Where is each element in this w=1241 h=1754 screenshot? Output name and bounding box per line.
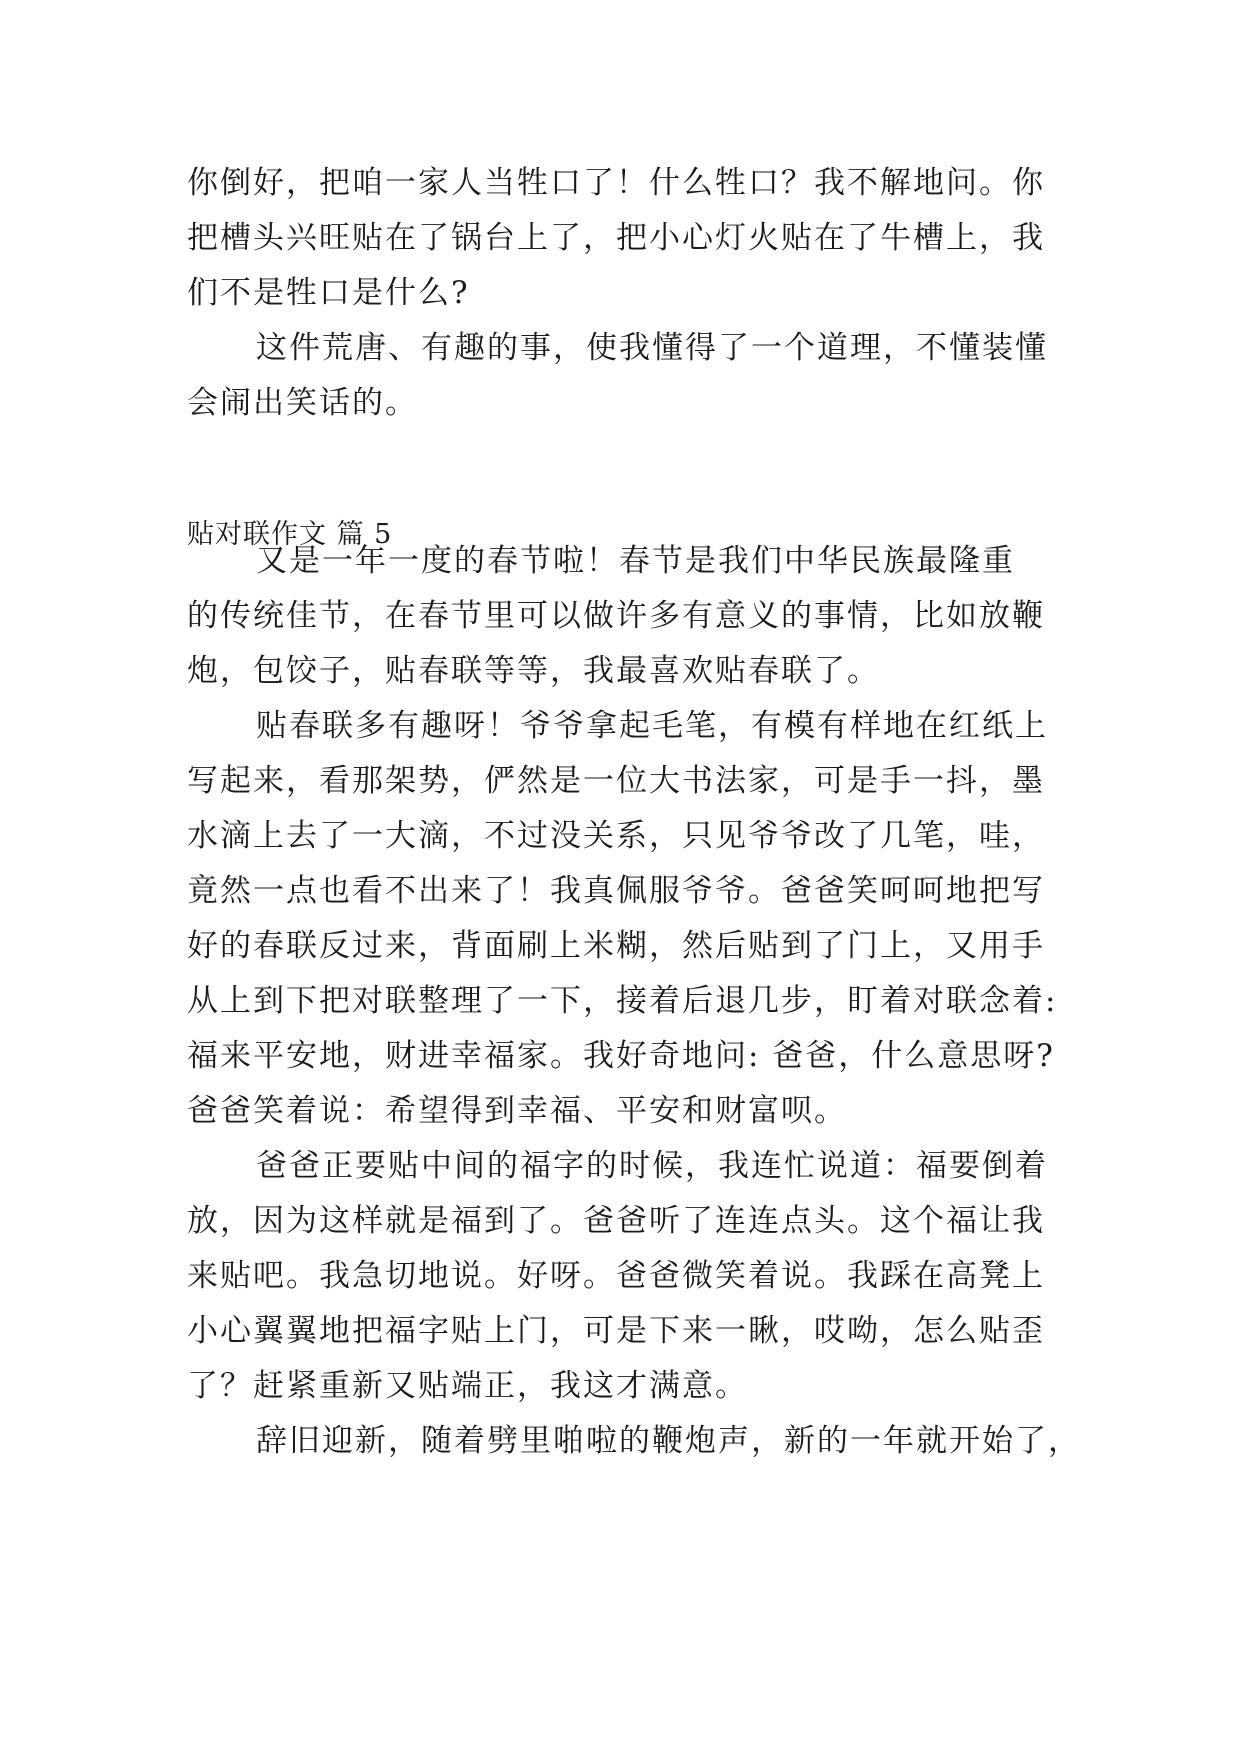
text-line: 爸爸正要贴中间的福字的时候，我连忙说道：福要倒着	[256, 1148, 1048, 1184]
text-line: 福来平安地，财进幸福家。我好奇地问: 爸爸，什么意思呀?	[187, 1038, 1055, 1074]
text-line: 这件荒唐、有趣的事，使我懂得了一个道理，不懂装懂	[256, 330, 1048, 366]
text-line: 辞旧迎新，随着劈里啪啦的鞭炮声，新的一年就开始了，	[256, 1423, 1081, 1459]
text-line: 又是一年一度的春节啦！春节是我们中华民族最隆重	[256, 543, 1015, 579]
text-line: 竟然一点也看不出来了！我真佩服爷爷。爸爸笑呵呵地把写	[187, 873, 1045, 909]
text-line: 写起来，看那架势，俨然是一位大书法家，可是手一抖，墨	[187, 763, 1045, 799]
section-heading: 贴对联作文 篇 5	[187, 519, 393, 550]
text-line: 好的春联反过来，背面刷上米糊，然后贴到了门上，又用手	[187, 928, 1045, 964]
text-line: 了？赶紧重新又贴端正，我这才满意。	[187, 1368, 748, 1404]
text-line: 会闹出笑话的。	[187, 385, 418, 421]
text-line: 从上到下把对联整理了一下，接着后退几步，盯着对联念着:	[187, 983, 1058, 1019]
text-line: 你倒好，把咱一家人当牲口了！什么牲口？我不解地问。你	[187, 165, 1045, 201]
text-line: 把槽头兴旺贴在了锅台上了，把小心灯火贴在了牛槽上，我	[187, 220, 1045, 256]
text-line: 爸爸笑着说：希望得到幸福、平安和财富呗。	[187, 1093, 847, 1129]
text-line: 炮，包饺子，贴春联等等，我最喜欢贴春联了。	[187, 653, 880, 689]
text-line: 小心翼翼地把福字贴上门，可是下来一瞅，哎呦，怎么贴歪	[187, 1313, 1045, 1349]
text-line: 们不是牲口是什么?	[187, 275, 470, 311]
text-line: 的传统佳节，在春节里可以做许多有意义的事情，比如放鞭	[187, 598, 1045, 634]
text-line: 水滴上去了一大滴，不过没关系，只见爷爷改了几笔，哇，	[187, 818, 1045, 854]
text-line: 贴春联多有趣呀！爷爷拿起毛笔，有模有样地在红纸上	[256, 708, 1048, 744]
text-line: 放，因为这样就是福到了。爸爸听了连连点头。这个福让我	[187, 1203, 1045, 1239]
text-line: 来贴吧。我急切地说。好呀。爸爸微笑着说。我踩在高凳上	[187, 1258, 1045, 1294]
